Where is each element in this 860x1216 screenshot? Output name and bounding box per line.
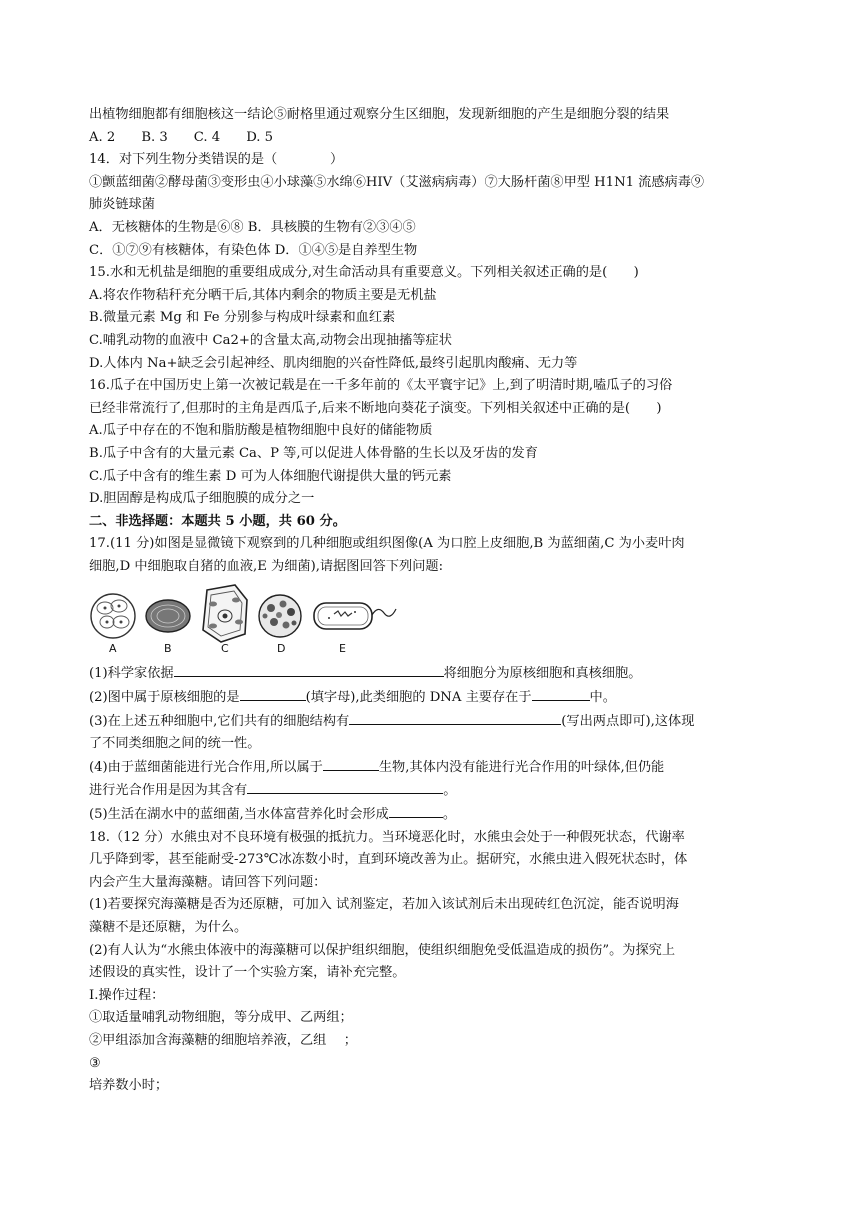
q17-part1-suffix: 将细胞分为原核细胞和真核细胞。: [443, 666, 642, 682]
figure-label-c: C: [221, 642, 229, 656]
cell-e-bacterium: [314, 603, 396, 629]
q17-part4-suffix: 生物,其体内没有能进行光合作用的叶绿体,但仍能: [378, 759, 665, 775]
q15-option-a: A.将农作物秸秆充分晒干后,其体内剩余的物质主要是无机盐: [89, 287, 437, 303]
figure-label-b: B: [164, 642, 172, 656]
q18-stem-line3: 内会产生大量海藻糖。请回答下列问题：: [89, 874, 327, 890]
procedure-step-2: ②甲组添加含海藻糖的细胞培养液，乙组 ；: [89, 1032, 357, 1048]
q15-option-b: B.微量元素 Mg 和 Fe 分别参与构成叶绿素和血红素: [89, 310, 396, 326]
q17-part3-prefix: (3)在上述五种细胞中,它们共有的细胞结构有: [89, 713, 350, 729]
q15-option-c: C.哺乳动物的血液中 Ca2+的含量太高,动物会出现抽搐等症状: [89, 332, 452, 348]
answer-blank[interactable]: [389, 803, 443, 818]
q17-part1-prefix: (1)科学家依据: [89, 666, 174, 682]
q17-part2: [89, 686, 779, 710]
q17-part4-cont: [89, 779, 779, 803]
q17-part5-prefix: (5)生活在湖水中的蓝细菌,当水体富营养化时会形成: [89, 807, 389, 823]
cell-c-leaf: [203, 585, 247, 642]
cell-b-cyanobacteria: [146, 600, 190, 632]
q18-part1-line1: (1)若要探究海藻糖是否为还原糖，可加入 试剂鉴定，若加入该试剂后未出现砖红色沉淀，能否说明海: [89, 897, 679, 913]
q13-continuation: 出植物细胞都有细胞核这一结论⑤耐格里通过观察分生区细胞，发现新细胞的产生是细胞分裂的结果: [89, 107, 670, 122]
cell-figure: [89, 582, 779, 660]
figure-label-d: D: [277, 642, 286, 656]
q17-part1: [89, 662, 779, 686]
q15-stem: 15.水和无机盐是细胞的重要组成成分,对生命活动具有重要意义。下列相关叙述正确的是( ): [89, 265, 639, 281]
q17-stem-line1: 17.(11 分)如图是显微镜下观察到的几种细胞或组织图像(A 为口腔上皮细胞,B 为蓝细菌,C 为小麦叶肉: [89, 536, 685, 552]
option-b: B. 3: [141, 129, 168, 145]
answer-blank[interactable]: [532, 686, 590, 701]
q18-part2-line1: (2)有人认为“水熊虫体液中的海藻糖可以保护组织细胞，使组织细胞免受低温造成的损伤”。为探究上: [89, 942, 676, 958]
answer-blank[interactable]: [349, 710, 561, 725]
q17-part5-suffix: 。: [442, 807, 456, 823]
q17-part3-suffix: (写出两点即可),这体现: [561, 713, 695, 729]
option-a: A. 2: [89, 129, 116, 145]
q17-part5: [89, 803, 779, 827]
section-heading: 二、非选择题：本题共 5 小题，共 60 分。: [89, 513, 346, 529]
figure-label-a: A: [109, 642, 117, 656]
q16-stem-line1: 16.瓜子在中国历史上第一次被记载是在一千多年前的《太平寰宇记》上,到了明清时期,嗑瓜子的习俗: [89, 378, 673, 394]
q17-part3-cont: 了不同类细胞之间的统一性。: [89, 736, 261, 752]
q18-stem-line2: 几乎降到零，甚至能耐受-273℃冰冻数小时，直到环境改善为止。据研究，水熊虫进入假死状态时，体: [89, 852, 688, 868]
cell-diagram: [89, 582, 419, 644]
figure-label-e: E: [339, 642, 346, 656]
q17-part4-cont-suffix: 。: [443, 783, 457, 799]
q15-option-d: D.人体内 Na+缺乏会引起神经、肌肉细胞的兴奋性降低,最终引起肌肉酸痛、无力等: [89, 355, 578, 371]
q14-stem: 14．对下列生物分类错误的是（ ）: [89, 152, 344, 168]
answer-blank[interactable]: [323, 756, 379, 771]
option-d: D. 5: [246, 129, 274, 145]
q17-stem-line2: 细胞,D 中细胞取自猪的血液,E 为细菌),请据图回答下列问题:: [89, 558, 444, 574]
q16-option-c: C.瓜子中含有的维生素 D 可为人体细胞代谢提供大量的钙元素: [89, 468, 452, 484]
procedure-step-3: ③: [89, 1055, 101, 1071]
q14-options-cd: C．①⑦⑨有核糖体，有染色体 D．①④⑤是自养型生物: [89, 242, 418, 258]
q18-part1-line2: 藻糖不是还原糖，为什么。: [89, 920, 248, 935]
answer-blank[interactable]: [174, 662, 444, 677]
procedure-step-1: ①取适量哺乳动物细胞，等分成甲、乙两组；: [89, 1010, 353, 1026]
cell-d-blood: [259, 595, 301, 637]
q17-part4: [89, 756, 779, 780]
q18-part2-line2: 述假设的真实性，设计了一个实验方案，请补充完整。: [89, 965, 406, 981]
q16-option-d: D.胆固醇是构成瓜子细胞膜的成分之一: [89, 491, 315, 507]
answer-blank[interactable]: [240, 686, 306, 701]
q17-part2-middle: (填字母),此类细胞的 DNA 主要存在于: [305, 690, 532, 706]
answer-blank[interactable]: [247, 779, 443, 794]
q17-part2-prefix: (2)图中属于原核细胞的是: [89, 690, 240, 706]
procedure-step-4: 培养数小时；: [89, 1078, 169, 1094]
exam-page: [89, 104, 779, 1098]
q17-part3: [89, 710, 779, 734]
cell-a-cheek: [91, 594, 135, 638]
q16-option-a: A.瓜子中存在的不饱和脂肪酸是植物细胞中良好的储能物质: [89, 423, 433, 439]
q17-part4-cont-prefix: 进行光合作用是因为其含有: [89, 783, 248, 799]
q16-option-b: B.瓜子中含有的大量元素 Ca、P 等,可以促进人体骨骼的生长以及牙齿的发育: [89, 445, 538, 461]
q14-options-ab: A．无核糖体的生物是⑥⑧ B．具核膜的生物有②③④⑤: [89, 219, 416, 235]
q13-options: [89, 127, 779, 150]
q14-organisms-line1: ①颤蓝细菌②酵母菌③变形虫④小球藻⑤水绵⑥HIV（艾滋病病毒）⑦大肠杆菌⑧甲型 H1N1 流感病毒⑨: [89, 174, 705, 190]
q18-stem-line1: 18.（12 分）水熊虫对不良环境有极强的抵抗力。当环境恶化时，水熊虫会处于一种假死状态，代谢率: [89, 829, 685, 845]
q16-stem-line2: 已经非常流行了,但那时的主角是西瓜子,后来不断地向葵花子演变。下列相关叙述中正确的是( ): [89, 400, 662, 416]
procedure-title: I.操作过程：: [89, 987, 165, 1003]
q14-organisms-line2: 肺炎链球菌: [89, 197, 155, 213]
q17-part4-prefix: (4)由于蓝细菌能进行光合作用,所以属于: [89, 759, 323, 775]
option-c: C. 4: [193, 129, 221, 145]
q17-part2-suffix: 中。: [589, 690, 616, 706]
